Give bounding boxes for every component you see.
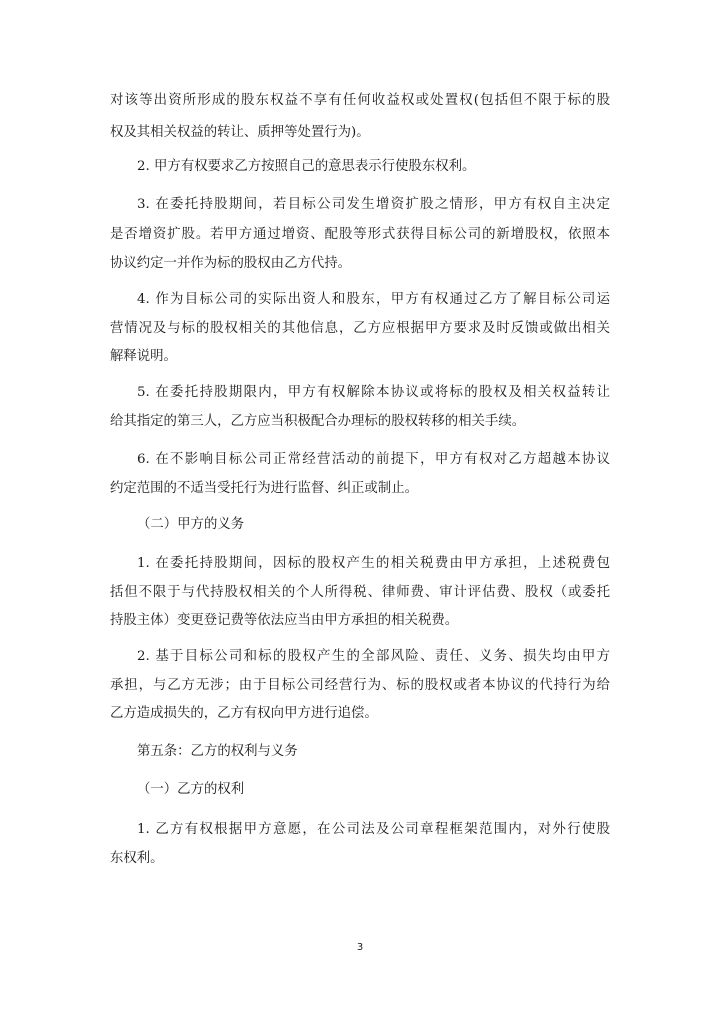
text-line: 4. 作为目标公司的实际出资人和股东，甲方有权通过乙方了解目标公司运 [137, 292, 610, 307]
text-line: 是否增资扩股。若甲方通过增资、配股等形式获得目标公司的新增股权，依照本 [110, 227, 610, 242]
text-line: 承担，与乙方无涉；由于目标公司经营行为、标的股权或者本协议的代持行为给 [110, 678, 610, 693]
text-line: 3. 在委托持股期间，若目标公司发生增资扩股之情形，甲方有权自主决定 [137, 197, 610, 212]
text-line: 5. 在委托持股期限内，甲方有权解除本协议或将标的股权及相关权益转让 [137, 385, 610, 400]
text-line: 1. 在委托持股期间，因标的股权产生的相关税费由甲方承担，上述税费包 [137, 556, 610, 571]
text-line: 括但不限于与代持股权相关的个人所得税、律师费、审计评估费、股权（或委托 [110, 585, 610, 600]
section-subheading: （一）乙方的权利 [137, 782, 245, 797]
text-line: 1. 乙方有权根据甲方意愿，在公司法及公司章程框架范围内，对外行使股 [137, 822, 610, 837]
text-line: 2. 基于目标公司和标的股权产生的全部风险、责任、义务、损失均由甲方 [137, 649, 610, 664]
text-line: 乙方造成损失的，乙方有权向甲方进行追偿。 [110, 706, 378, 721]
text-line: 解释说明。 [110, 349, 177, 364]
text-line: 约定范围的不适当受托行为进行监督、纠正或制止。 [110, 481, 418, 496]
section-subheading: （二）甲方的义务 [137, 517, 245, 532]
text-line: 给其指定的第三人，乙方应当积极配合办理标的股权转移的相关手续。 [110, 414, 526, 429]
text-line: 6. 在不影响目标公司正常经营活动的前提下，甲方有权对乙方超越本协议 [137, 452, 610, 467]
text-line: 对该等出资所形成的股东权益不享有任何收益权或处置权(包括但不限于标的股 [110, 93, 610, 108]
text-line: 权及其相关权益的转让、质押等处置行为)。 [110, 125, 370, 140]
page-number: 3 [356, 942, 364, 953]
article-heading: 第五条：乙方的权利与义务 [137, 744, 298, 759]
text-line: 东权利。 [110, 851, 164, 866]
text-line: 营情况及与标的股权相关的其他信息，乙方应根据甲方要求及时反馈或做出相关 [110, 321, 610, 336]
text-line: 2. 甲方有权要求乙方按照自己的意思表示行使股东权利。 [137, 159, 476, 174]
text-line: 持股主体）变更登记费等依法应当由甲方承担的相关税费。 [110, 613, 459, 628]
text-line: 协议约定一并作为标的股权由乙方代持。 [110, 256, 352, 271]
